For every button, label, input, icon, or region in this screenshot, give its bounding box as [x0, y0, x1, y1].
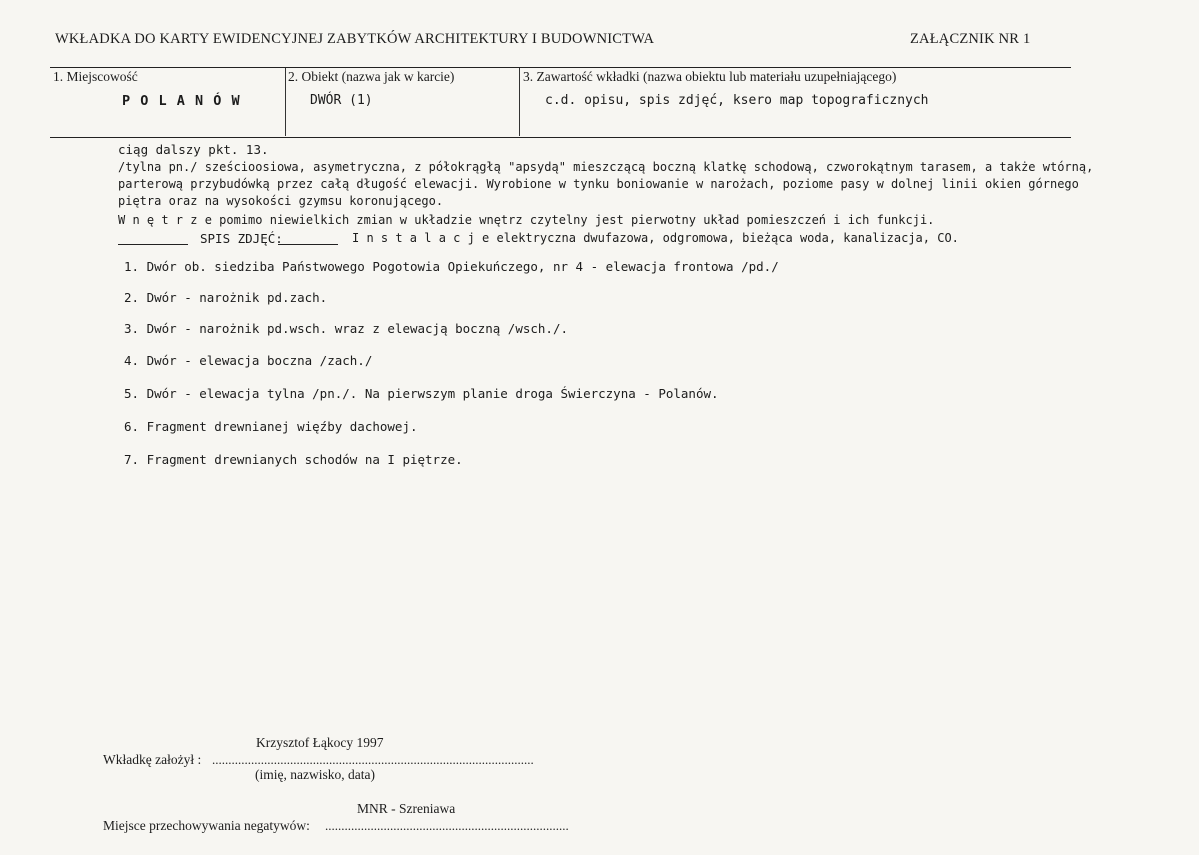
interior-text: pomimo niewielkich zmian w układzie wnętrz czytelny jest pierwotny układ pomieszczeń i ich funkcji. [219, 213, 935, 227]
contents-value: c.d. opisu, spis zdjęć, ksero map topograficznych [545, 93, 929, 108]
author-label: Wkładkę założył : [103, 752, 202, 767]
object-label: 2. Obiekt (nazwa jak w karcie) [288, 69, 455, 84]
storage-dotted-line: ........................................................................... [325, 818, 569, 833]
installations-line [352, 231, 959, 245]
interior-line [118, 213, 934, 227]
storage-value: MNR - Szreniawa [357, 801, 456, 816]
table-top-border [50, 67, 1071, 68]
continuation-note: ciąg dalszy pkt. 13. [118, 142, 269, 157]
photo-item-1: 1. Dwór ob. siedziba Państwowego Pogotowia Opiekuńczego, nr 4 - elewacja frontowa /pd./ [124, 259, 779, 274]
table-divider-2 [519, 68, 520, 136]
annex-number: ZAŁĄCZNIK NR 1 [910, 31, 1031, 47]
description-line-2: parterową przybudówką przez całą długość elewacji. Wyrobione w tynku boniowanie w narożach, poziome pasy w dolnej linii okien górnego [118, 177, 1079, 191]
photo-item-5: 5. Dwór - elewacja tylna /pn./. Na pierwszym planie droga Świerczyna - Polanów. [124, 386, 719, 401]
locality-value: P O L A N Ó W [122, 93, 241, 109]
spis-underline-left [118, 244, 188, 245]
photo-item-2: 2. Dwór - narożnik pd.zach. [124, 290, 328, 305]
interior-heading: W n ę t r z e [118, 213, 212, 227]
installations-heading: I n s t a l a c j e [352, 231, 490, 245]
author-field-hint: (imię, nazwisko, data) [255, 767, 375, 782]
photo-list-heading: SPIS ZDJĘĆ: [200, 231, 283, 246]
table-divider-1 [285, 68, 286, 136]
locality-label: 1. Miejscowość [53, 69, 138, 84]
photo-item-6: 6. Fragment drewnianej więźby dachowej. [124, 419, 418, 434]
photo-item-3: 3. Dwór - narożnik pd.wsch. wraz z elewacją boczną /wsch./. [124, 321, 569, 336]
contents-label: 3. Zawartość wkładki (nazwa obiektu lub materiału uzupełniającego) [523, 69, 897, 84]
author-dotted-line: ................................................................................................... [212, 752, 534, 767]
installations-text: elektryczna dwufazowa, odgromowa, bieżąca woda, kanalizacja, CO. [496, 231, 959, 245]
storage-label: Miejsce przechowywania negatywów: [103, 818, 310, 833]
author-signature: Krzysztof Łąkocy 1997 [256, 735, 384, 750]
document-title: WKŁADKA DO KARTY EWIDENCYJNEJ ZABYTKÓW ARCHITEKTURY I BUDOWNICTWA [55, 31, 655, 47]
description-line-3: piętra oraz na wysokości gzymsu koronującego. [118, 194, 444, 208]
object-value: DWÓR (1) [310, 93, 373, 108]
description-line-1: /tylna pn./ sześcioosiowa, asymetryczna, z półokrągłą "apsydą" mieszczącą boczną klatkę schodową, czworokątnym tarasem, a także wtórną, [118, 160, 1094, 174]
photo-item-7: 7. Fragment drewnianych schodów na I piętrze. [124, 452, 463, 467]
table-bottom-border [50, 137, 1071, 138]
spis-underline-right [278, 244, 338, 245]
photo-item-4: 4. Dwór - elewacja boczna /zach./ [124, 353, 373, 368]
